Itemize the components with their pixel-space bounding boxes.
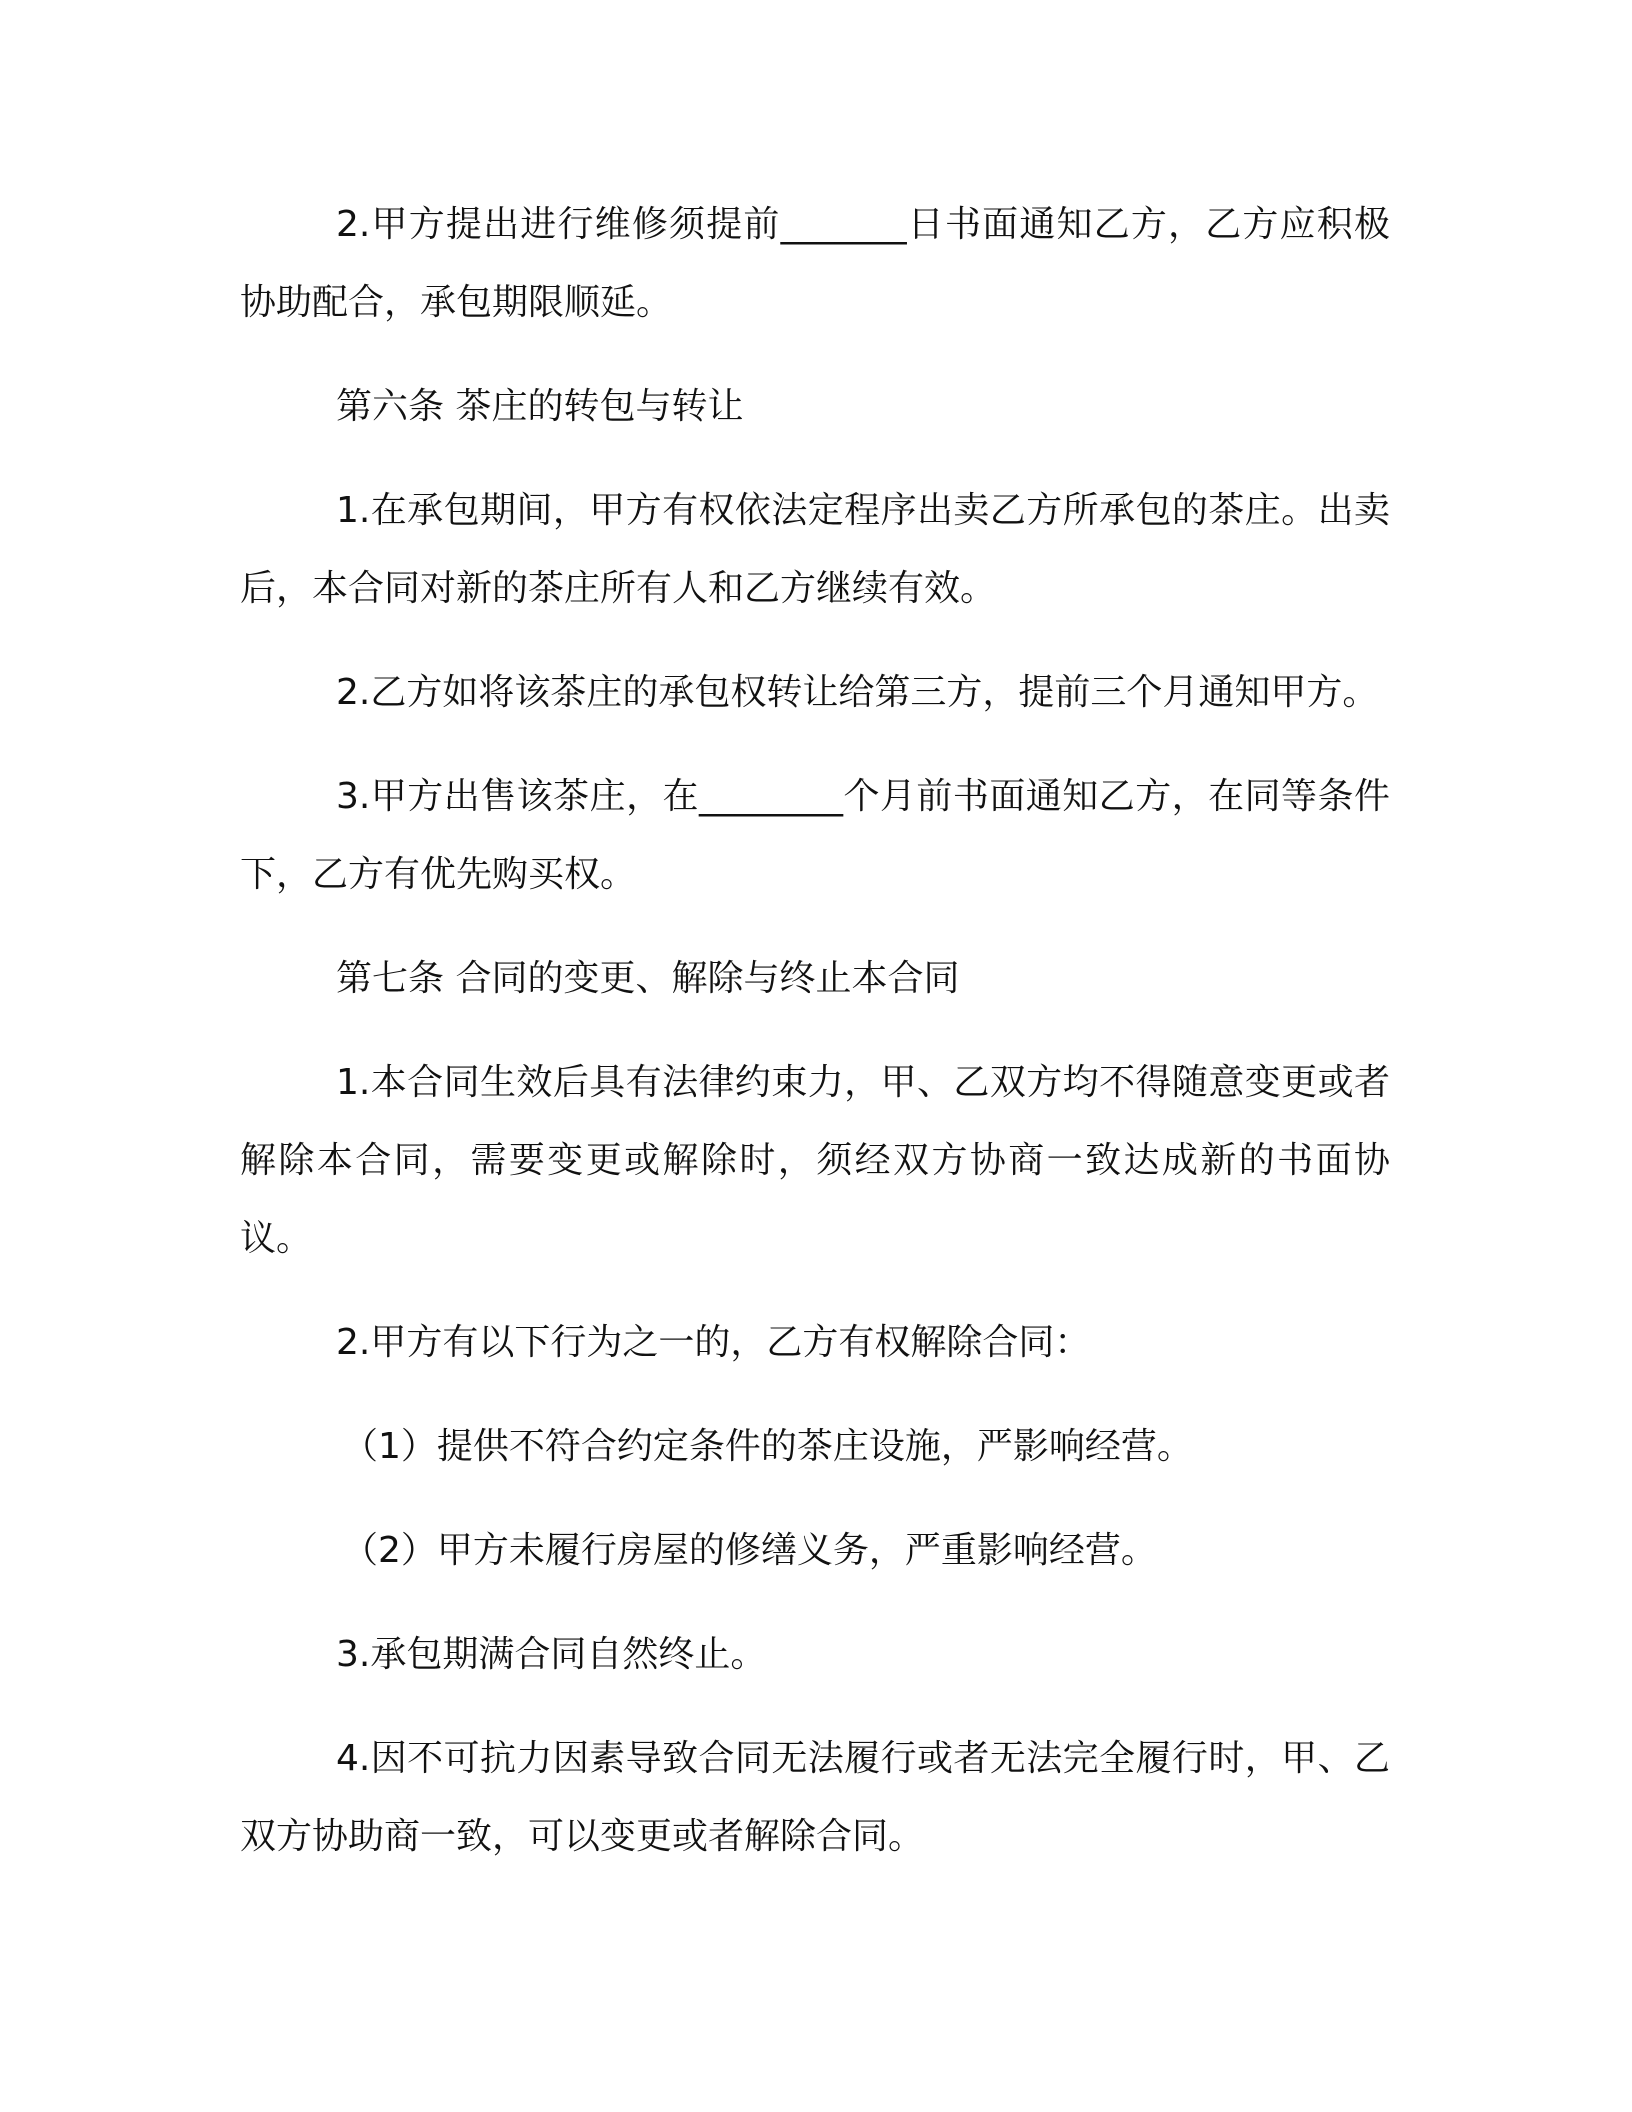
paragraph-repair-notice: 2.甲方提出进行维修须提前_______日书面通知乙方，乙方应积极协助配合，承包期限顺延。 <box>240 204 1390 323</box>
article-7-heading: 第七条 合同的变更、解除与终止本合同 <box>336 958 960 999</box>
sub-item-2: （2）甲方未履行房屋的修缮义务，严重影响经营。 <box>342 1530 1157 1571</box>
paragraph-force-majeure: 4.因不可抗力因素导致合同无法履行或者无法完全履行时，甲、乙双方协助商一致，可以变更或者解除合同。 <box>240 1738 1390 1857</box>
paragraph-natural-termination: 3.承包期满合同自然终止。 <box>336 1634 767 1675</box>
sub-item-1: （1）提供不符合约定条件的茶庄设施，严影响经营。 <box>342 1426 1193 1467</box>
paragraph-binding-effect: 1.本合同生效后具有法律约束力，甲、乙双方均不得随意变更或者解除本合同，需要变更或解除时，须经双方协商一致达成新的书面协议。 <box>240 1062 1390 1259</box>
paragraph-transfer-notice: 2.乙方如将该茶庄的承包权转让给第三方，提前三个月通知甲方。 <box>336 672 1379 713</box>
article-6-heading: 第六条 茶庄的转包与转让 <box>336 386 744 427</box>
document-body <box>240 186 1390 1902</box>
paragraph-sale-during-term: 1.在承包期间，甲方有权依法定程序出卖乙方所承包的茶庄。出卖后，本合同对新的茶庄所有人和乙方继续有效。 <box>240 490 1390 609</box>
paragraph-termination-rights: 2.甲方有以下行为之一的，乙方有权解除合同： <box>336 1322 1091 1363</box>
paragraph-pre-emption-right: 3.甲方出售该茶庄，在________个月前书面通知乙方，在同等条件下，乙方有优先购买权。 <box>240 776 1390 895</box>
